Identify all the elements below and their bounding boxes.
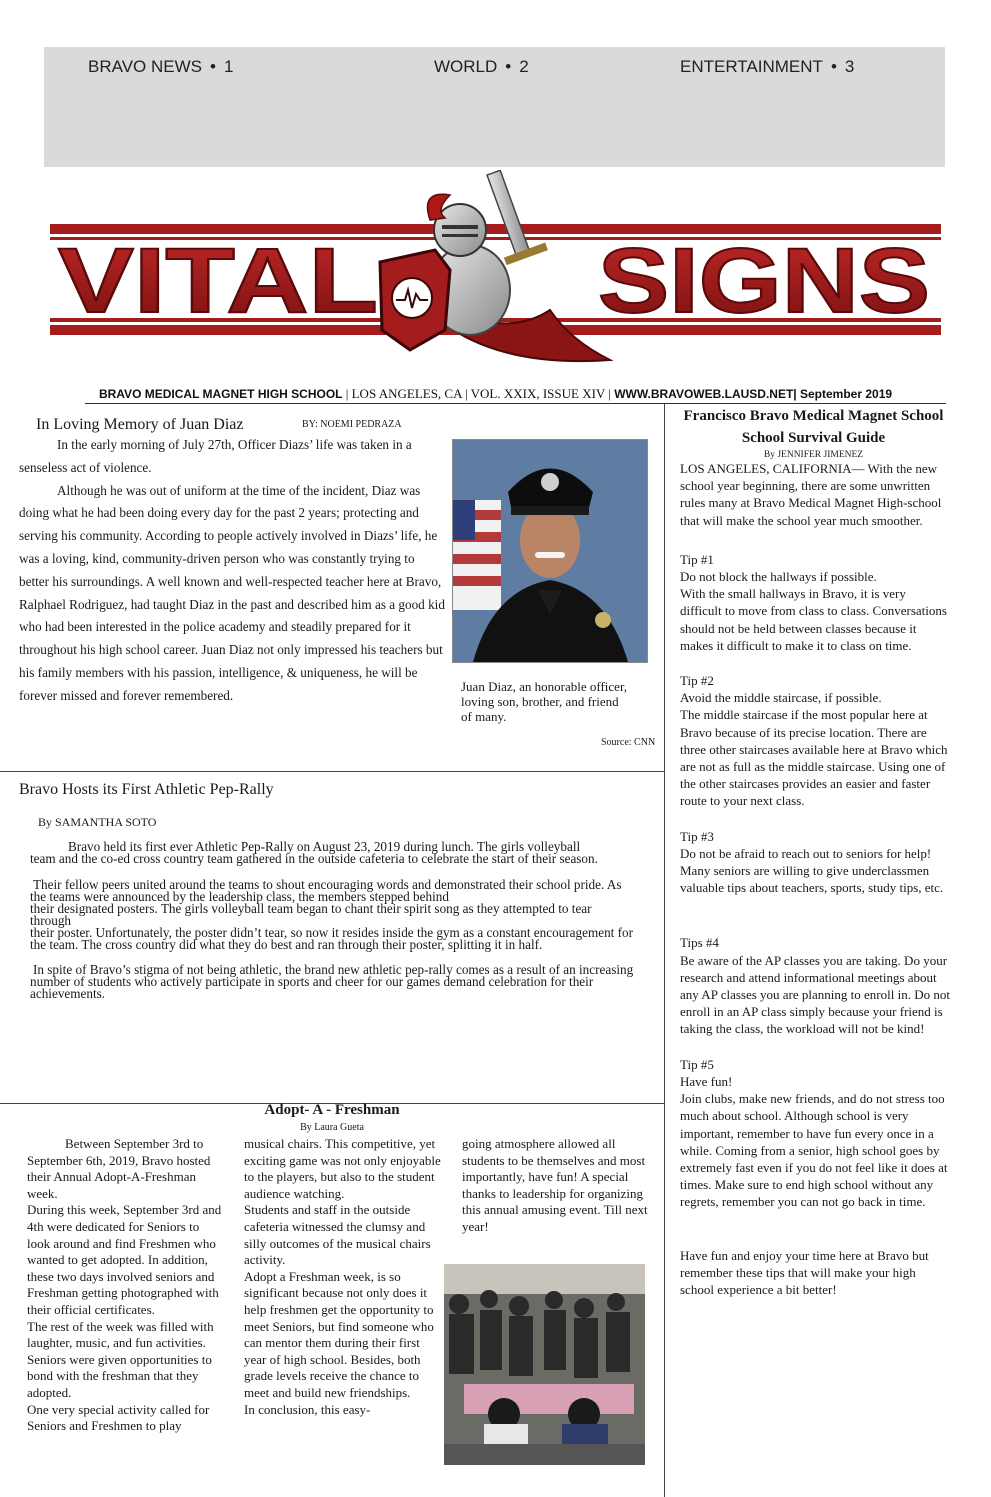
tip-text: Have fun! <box>680 1073 733 1089</box>
peprally-paragraph: In spite of Bravo’s stigma of not being athletic, the brand new athletic pep-rally comes as a result of an increasing number of students who actively participate in sports and cheer for our games demand celebration for their achievements. <box>30 962 634 1001</box>
top-nav-bar <box>44 47 945 167</box>
adopt-event-photo <box>444 1264 645 1465</box>
issue-location: | LOS ANGELES, CA | VOL. XXIX, ISSUE XIV | <box>345 386 611 401</box>
memorial-body <box>19 434 445 708</box>
issue-info-line <box>0 386 991 402</box>
adopt-column-3 <box>462 1136 652 1236</box>
tip-text: Do not block the hallways if possible. <box>680 569 877 585</box>
tip-label: Tips #4 <box>680 935 719 951</box>
tip-label: Tip #2 <box>680 673 714 689</box>
memorial-byline: BY: NOEMI PEDRAZA <box>302 419 402 430</box>
memorial-title: In Loving Memory of Juan Diaz <box>36 416 244 433</box>
nav-label: WORLD <box>434 57 498 76</box>
nav-label: ENTERTAINMENT <box>680 57 823 76</box>
peprally-title: Bravo Hosts its First Athletic Pep-Rally <box>19 781 274 798</box>
memorial-paragraph: In the early morning of July 27th, Officer Diazs’ life was taken in a senseless act of violence. <box>19 437 412 475</box>
section-divider <box>0 771 664 772</box>
tip-text: The middle staircase if the most popular here at Bravo because of its precise location. There are three other staircases available here at Bravo which are not as full as the middle staircase. Using one of the other staircases provides an easier and faster route to your next class. <box>680 707 948 809</box>
guide-body <box>680 460 950 1298</box>
adopt-paragraph: The rest of the week was filled with laughter, music, and fun activities. Seniors were given opportunities to bond with the freshman that they adopted. <box>27 1318 214 1400</box>
adopt-paragraph: In conclusion, this easy- <box>244 1401 371 1417</box>
adopt-paragraph: Adopt a Freshman week, is so significant because not only does it help freshmen get the opportunity to meet Seniors, but find someone who can mentor them during their first year of high school. Besides, both grade levels receive the chance to meet and build new friendships. <box>244 1268 434 1400</box>
peprally-paragraph: team and the co-ed cross country team gathered in the outside cafeteria to celebrate the start of their season. <box>30 851 598 866</box>
adopt-column-1 <box>27 1136 223 1435</box>
guide-title-line: Francisco Bravo Medical Magnet School <box>683 408 944 424</box>
adopt-paragraph: going atmosphere allowed all students to be themselves and most importantly, have fun! A special thanks to leadership for organizing this annual amusing event. Till next year! <box>462 1136 648 1234</box>
nav-item-entertainment[interactable]: ENTERTAINMENT • 3 <box>680 57 855 76</box>
tip-text: Many seniors are willing to give underclassmen valuable tips about teachers, sports, study tips, etc. <box>680 863 944 896</box>
guide-closing: Have fun and enjoy your time here at Bravo but remember these tips that will make your high school experience a bit better! <box>680 1247 929 1297</box>
peprally-paragraph: Bravo held its first ever Athletic Pep-Rally on August 23, 2019 during lunch. The girls volleyball <box>68 839 581 854</box>
adopt-title: Adopt- A - Freshman <box>264 1102 400 1118</box>
peprally-byline: By SAMANTHA SOTO <box>38 815 157 829</box>
adopt-byline: By Laura Gueta <box>300 1122 364 1133</box>
website-link[interactable]: WWW.BRAVOWEB.LAUSD.NET <box>614 387 794 401</box>
adopt-paragraph: One very special activity called for Seniors and Freshmen to play <box>27 1401 210 1434</box>
nav-page-number: 2 <box>519 57 529 76</box>
column-divider <box>664 404 665 1497</box>
tip-text: Be aware of the AP classes you are taking. Do your research and attend informational meetings about any AP classes you are planning to enroll in. Do not enroll in an AP class simply because your friend is taking the class, the workload will not be kind! <box>680 952 950 1037</box>
tip-label: Tip #3 <box>680 828 714 844</box>
guide-title <box>664 405 963 449</box>
peprally-body <box>30 841 635 1000</box>
guide-title-line: School Survival Guide <box>741 430 886 446</box>
header-divider <box>85 403 946 404</box>
tip-label: Tip #5 <box>680 1056 714 1072</box>
peprally-paragraph: Their fellow peers united around the teams to shout encouraging words and demonstrated their school pride. As the teams were announced by the leadership class, the members stepped behind <box>30 877 622 904</box>
tip-text: Join clubs, make new friends, and do not stress too much about school. Although school is very important, remember to have fun every once in a while. Coming from a senior, high school goes by extremely fast even if you do not feel like it does at times. Make sure to end high school without any regrets, remember you can not go back in time. <box>680 1091 948 1210</box>
adopt-paragraph: Students and staff in the outside cafeteria witnessed the clumsy and silly outcomes of the musical chairs activity. <box>244 1202 431 1268</box>
guide-byline: By JENNIFER JIMENEZ <box>763 450 864 460</box>
adopt-paragraph: musical chairs. This competitive, yet exciting game was not only enjoyable to the players, but also to the student audience watching. <box>244 1136 441 1201</box>
adopt-paragraph: During this week, September 3rd and 4th were dedicated for Seniors to look around and find Freshmen who wanted to get adopted. In addition, these two days involved seniors and Freshman getting photographed with their official certificates. <box>27 1202 222 1317</box>
memorial-paragraph: Although he was out of uniform at the time of the incident, Diaz was doing what he had been doing every day for the past 2 years; protecting and serving his community. According to people actively involved in Diazs’ life, he was a loving, kind, community-driven person who was constantly trying to better his surroundings. A well known and well-respected teacher here at Bravo, Ralphael Rodriguez, had taught Diaz in the past and described him as a good kid who had been interested in the police academy and steadily prepared for it throughout his high school career. Juan Diaz not only impressed his teachers but his family members with his passion, intelligence, & uniqueness, he will be forever missed and forever remembered. <box>19 482 445 703</box>
peprally-paragraph: their designated posters. The girls volleyball team began to chant their spirit song as they attempted to tear through <box>30 901 592 928</box>
nav-page-number: 3 <box>844 57 855 76</box>
masthead-word-signs: SIGNS <box>598 230 930 332</box>
tip-label: Tip #1 <box>680 551 714 567</box>
issue-date: | September 2019 <box>793 387 893 401</box>
nav-page-number: 1 <box>223 57 234 76</box>
nav-item-bravo-news[interactable]: BRAVO NEWS • 1 <box>88 57 234 76</box>
nav-item-world[interactable]: WORLD • 2 <box>434 57 529 76</box>
photo-caption: Juan Diaz, an honorable officer, loving son, brother, and friend of many. <box>461 679 628 724</box>
peprally-paragraph: their poster. Unfortunately, the poster didn’t tear, so now it resides inside the gym as a constant encouragement for the team. The cross country did what they do best and ran through their poster, splitting it in half. <box>30 925 634 952</box>
tip-text: Avoid the middle staircase, if possible. <box>680 690 882 706</box>
adopt-column-2 <box>244 1136 444 1418</box>
adopt-paragraph: Between September 3rd to September 6th, 2019, Bravo hosted their Annual Adopt-A-Freshman week. <box>27 1136 211 1201</box>
tip-text: Do not be afraid to reach out to seniors for help! <box>680 845 932 861</box>
guide-intro: LOS ANGELES, CALIFORNIA— With the new school year beginning, there are some unwritten rules many at Bravo Medical Magnet High-school that will make the school year much smoother. <box>680 461 942 528</box>
masthead-word-vital: VITAL <box>58 230 378 332</box>
school-name: BRAVO MEDICAL MAGNET HIGH SCHOOL <box>98 387 343 401</box>
masthead-logo <box>50 170 941 380</box>
nav-label: BRAVO NEWS <box>88 57 202 76</box>
tip-text: With the small hallways in Bravo, it is very difficult to move from class to class. Conversations should not be held between classes because it makes it difficult to make it to class on time. <box>680 586 947 653</box>
photo-source: Source: CNN <box>601 737 656 748</box>
juan-diaz-photo <box>452 439 648 663</box>
